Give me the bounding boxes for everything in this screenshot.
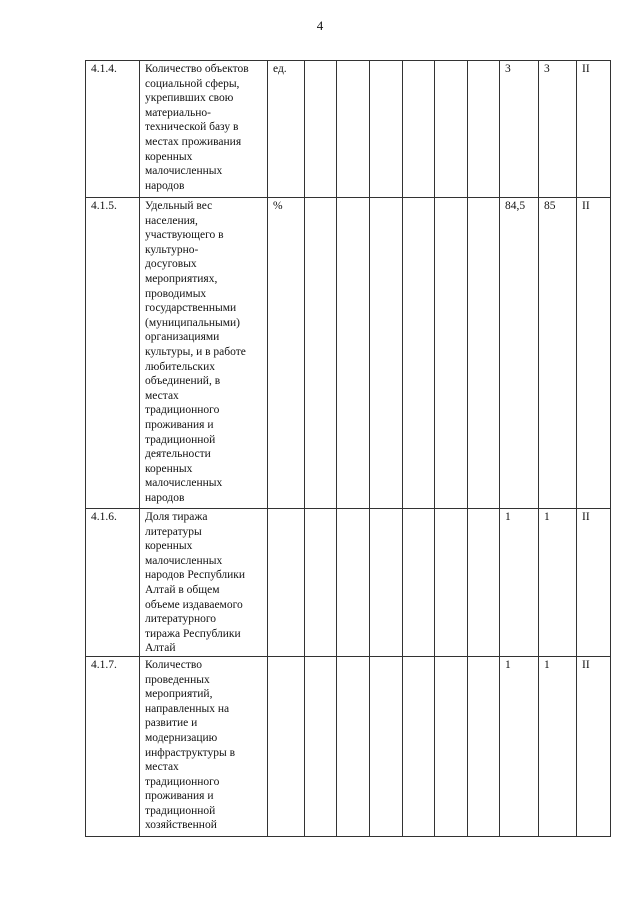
indicator-name-line: Количество объектов [145,63,249,75]
empty-cell [468,198,500,509]
indicator-name-line: объеме издаваемого [145,598,243,611]
category-cell: II [577,61,611,198]
indicator-name-line: развитие и [145,717,198,730]
indicator-name-line: коренных [145,150,193,163]
indicator-name-line: местах проживания [145,135,242,148]
unit-cell [268,509,305,657]
empty-cell [305,198,337,509]
indicator-name-line: проживания и [145,418,214,431]
indicator-name-line: Алтай [145,642,176,655]
indicator-name-line: малочисленных [145,554,223,567]
empty-cell [337,509,370,657]
indicator-name-line: технической базу в [145,121,239,134]
indicator-name-line: государственными [145,302,237,315]
empty-cell [370,656,403,836]
indicator-name-line: направленных на [145,702,230,715]
indicator-name-line: тиража Республики [145,627,241,640]
indicator-name-line: деятельности [145,448,211,461]
empty-cell [468,509,500,657]
indicator-name-line: коренных [145,540,193,553]
empty-cell [468,656,500,836]
indicator-name-line: мероприятиях, [145,272,218,285]
indicator-name-line: местах [145,761,179,774]
category-cell: II [577,656,611,836]
indicator-name-line: проводимых [145,287,207,300]
empty-cell [305,656,337,836]
value-cell-2: 3 [539,61,577,198]
value-cell-1: 84,5 [500,198,539,509]
unit-cell: % [268,198,305,509]
empty-cell [435,656,468,836]
empty-cell [337,198,370,509]
indicator-name-line: социальной сферы, [145,77,240,90]
indicators-table [85,60,640,837]
indicator-name-line: культурно- [145,243,199,256]
indicator-name-line: населения, [145,214,198,227]
table-row [86,509,640,657]
empty-cell [403,509,435,657]
indicator-name-line: материально- [145,106,211,119]
row-number-cell: 4.1.7. [86,656,140,836]
indicator-name-line: мероприятий, [145,688,213,701]
indicator-name-line: малочисленных [145,165,223,178]
indicator-name-line: хозяйственной [145,819,217,832]
indicator-name-line: проживания и [145,790,214,803]
indicator-name-line: укрепивших свою [145,92,234,105]
empty-cell [435,61,468,198]
indicator-name-line: модернизацию [145,731,218,744]
empty-cell [370,198,403,509]
indicator-name-line: (муниципальными) [145,316,240,329]
indicator-name-line: участвующего в [145,229,224,242]
indicator-name-line: литературы [145,525,202,538]
indicator-name-line: традиционного [145,775,220,788]
value-cell-1: 3 [500,61,539,198]
value-cell-2: 85 [539,198,577,509]
table-body [86,61,640,837]
indicator-name-line: коренных [145,462,193,475]
category-cell: II [577,509,611,657]
empty-cell [403,198,435,509]
indicator-name-line: организациями [145,331,220,344]
indicator-name-line: досуговых [145,258,197,271]
indicator-name-cell [140,656,268,836]
indicator-name-line: Доля тиража [145,511,208,523]
category-cell: II [577,198,611,509]
unit-cell [268,656,305,836]
value-cell-2: 1 [539,656,577,836]
empty-cell [305,61,337,198]
empty-cell [435,509,468,657]
indicator-name-line: традиционного [145,404,220,417]
indicator-name-line: инфраструктуры в [145,746,236,759]
empty-cell [337,61,370,198]
value-cell-1: 1 [500,656,539,836]
table-row [86,61,640,198]
indicator-name-line: народов Республики [145,569,246,582]
page-number: 4 [316,18,324,33]
indicator-name-line: Количество [145,658,202,671]
empty-cell [370,509,403,657]
empty-cell [468,61,500,198]
indicator-name-line: малочисленных [145,477,223,490]
indicator-name-line: традиционной [145,433,216,446]
empty-cell [403,656,435,836]
value-cell-2: 1 [539,509,577,657]
indicator-name-line: проведенных [145,673,210,686]
indicator-name-line: объединений, в [145,375,221,388]
indicator-name-line: Удельный вес [145,200,213,212]
indicator-name-line: культуры, и в работе [145,345,246,358]
empty-cell [403,61,435,198]
empty-cell [370,61,403,198]
row-number-cell: 4.1.4. [86,61,140,198]
unit-cell: ед. [268,61,305,198]
indicator-name-line: народов [145,179,185,192]
row-number-cell: 4.1.5. [86,198,140,509]
indicator-name-line: народов [145,491,185,504]
indicator-name-cell [140,198,268,509]
table-row [86,198,640,509]
table-row [86,656,640,836]
indicator-name-line: традиционной [145,804,216,817]
indicator-name-cell [140,509,268,657]
indicator-name-line: любительских [145,360,216,373]
empty-cell [305,509,337,657]
empty-cell [337,656,370,836]
value-cell-1: 1 [500,509,539,657]
indicator-name-line: литературного [145,613,217,626]
empty-cell [435,198,468,509]
indicator-name-cell [140,61,268,198]
row-number-cell: 4.1.6. [86,509,140,657]
indicator-name-line: местах [145,389,179,402]
indicator-name-line: Алтай в общем [145,583,220,596]
